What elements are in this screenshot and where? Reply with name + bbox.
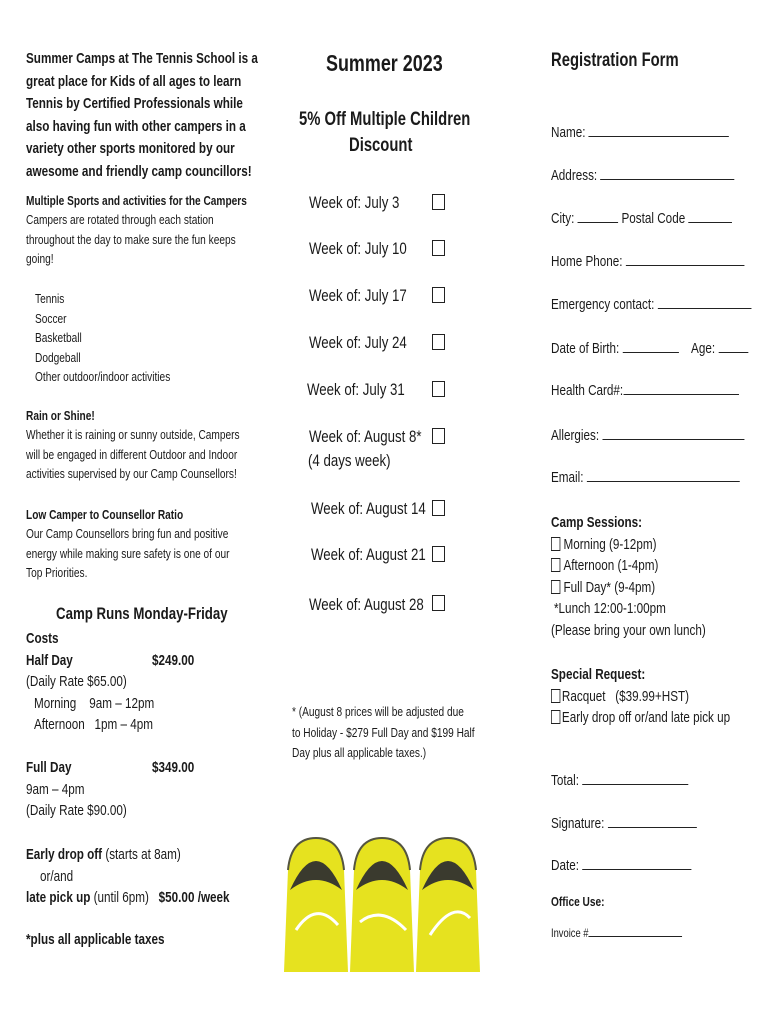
email-line[interactable] — [587, 470, 740, 482]
ratio-line: Top Priorities. — [26, 565, 88, 580]
discount-text-1: 5% Off Multiple Children — [299, 109, 471, 130]
rain-line: activities supervised by our Camp Counsellors! — [26, 466, 237, 481]
week-label: Week of: July 31 — [307, 380, 405, 399]
full-day-hours: 9am – 4pm — [26, 780, 85, 798]
session-option[interactable] — [551, 577, 749, 599]
address-field[interactable] — [551, 167, 770, 184]
date-field[interactable] — [551, 857, 731, 874]
week-checkbox[interactable] — [432, 287, 445, 303]
early-drop-label: Early drop off — [26, 846, 103, 863]
holiday-note-line: to Holiday - $279 Full Day and $199 Half — [292, 724, 475, 740]
activity-item: Soccer — [35, 310, 67, 326]
invoice-line[interactable] — [588, 927, 682, 937]
session-checkbox[interactable] — [551, 537, 560, 551]
full-day-label: Full Day — [26, 759, 72, 776]
activity-item: Basketball — [35, 330, 82, 345]
health-card-line[interactable] — [623, 383, 738, 395]
home-phone-field[interactable] — [551, 253, 770, 270]
week-checkbox[interactable] — [432, 194, 445, 210]
week-label: Week of: July 10 — [309, 239, 407, 258]
signature-label: Signature: — [551, 815, 605, 832]
week-label: Week of: July 17 — [309, 286, 407, 305]
session-checkbox[interactable] — [551, 580, 560, 594]
emergency-label: Emergency contact: — [551, 296, 655, 313]
week-label: Week of: July 3 — [309, 193, 400, 212]
address-line[interactable] — [600, 168, 734, 180]
ratio-section — [26, 506, 287, 583]
email-field[interactable] — [551, 469, 770, 486]
office-use-text: Office Use: — [551, 894, 605, 909]
multi-sports-line: Campers are rotated through each station — [26, 212, 214, 227]
invoice-field[interactable] — [551, 926, 719, 940]
special-label: Early drop off or/and late pick up — [561, 709, 731, 726]
emergency-line[interactable] — [658, 297, 752, 309]
lunch-note: (Please bring your own lunch) — [551, 621, 706, 639]
activity-list — [35, 289, 208, 387]
tennis-ball-icon — [416, 838, 480, 972]
special-option[interactable] — [551, 707, 770, 729]
morning-hours: Morning 9am – 12pm — [34, 694, 155, 712]
emergency-field[interactable] — [551, 296, 770, 313]
special-checkbox[interactable] — [551, 689, 560, 703]
office-use — [551, 894, 620, 909]
age-label: Age: — [691, 340, 716, 357]
session-option[interactable] — [551, 555, 749, 577]
home-phone-label: Home Phone: — [551, 253, 623, 270]
week-label: Week of: August 8* — [309, 427, 422, 446]
costs-heading: Costs — [26, 630, 59, 647]
week-row — [309, 333, 434, 353]
dob-line[interactable] — [623, 341, 679, 353]
week-checkbox[interactable] — [432, 428, 445, 444]
late-pickup-price: $50.00 /week — [158, 889, 230, 906]
session-label: Afternoon (1-4pm) — [563, 557, 659, 574]
summer-title-text: Summer 2023 — [326, 50, 443, 76]
week-checkbox[interactable] — [432, 240, 445, 256]
early-drop-note: (starts at 8am) — [102, 846, 181, 863]
registration-title-text: Registration Form — [551, 50, 679, 71]
week-row — [309, 286, 434, 306]
intro-line: Tennis by Certified Professionals while — [26, 95, 243, 112]
activity-item: Tennis — [35, 291, 65, 306]
costs-section — [26, 628, 286, 736]
late-pickup-note: (until 6pm) — [90, 889, 149, 906]
activity-item: Other outdoor/indoor activities — [35, 369, 171, 384]
allergies-label: Allergies: — [551, 427, 600, 444]
health-card-field[interactable] — [551, 382, 770, 399]
ratio-heading: Low Camper to Counsellor Ratio — [26, 507, 184, 522]
multi-sports-line: throughout the day to make sure the fun keeps — [26, 231, 236, 247]
date-label: Date: — [551, 857, 579, 874]
activity-item: Dodgeball — [35, 349, 81, 365]
allergies-line[interactable] — [602, 428, 744, 440]
intro-line: variety other sports monitored by our — [26, 140, 235, 157]
half-day-label: Half Day — [26, 651, 73, 669]
signature-line[interactable] — [608, 816, 697, 828]
or-and-text: or/and — [40, 867, 74, 885]
ratio-line: energy while making sure safety is one of our — [26, 545, 230, 561]
city-line[interactable] — [578, 211, 619, 223]
special-label: Racquet ($39.99+HST) — [561, 687, 690, 705]
week-note — [308, 451, 414, 471]
multi-sports-heading: Multiple Sports and activities for the Campers — [26, 193, 247, 208]
discount-line-1 — [299, 109, 519, 131]
dob-label: Date of Birth: — [551, 340, 620, 357]
week-checkbox[interactable] — [432, 546, 445, 562]
rain-line: Whether it is raining or sunny outside, Campers — [26, 427, 240, 442]
allergies-field[interactable] — [551, 427, 770, 444]
total-label: Total: — [551, 772, 579, 789]
full-day-section — [26, 757, 286, 822]
week-row — [309, 193, 425, 213]
special-option[interactable] — [551, 686, 770, 708]
dob-age-field[interactable] — [551, 340, 770, 357]
full-day-price: $349.00 — [152, 759, 195, 776]
signature-field[interactable] — [551, 815, 738, 832]
week-note-text: (4 days week) — [308, 451, 391, 470]
taxes-note — [26, 929, 204, 951]
intro-line: awesome and friendly camp councillors! — [26, 162, 252, 180]
week-label: Week of: August 21 — [311, 545, 426, 564]
address-label: Address: — [551, 167, 598, 184]
age-line[interactable] — [718, 341, 748, 353]
taxes-text: *plus all applicable taxes — [26, 931, 165, 948]
name-field[interactable] — [551, 124, 770, 141]
week-label: Week of: August 28 — [309, 595, 424, 614]
week-checkbox[interactable] — [432, 381, 445, 397]
week-label: Week of: August 14 — [311, 499, 426, 518]
camp-runs-text: Camp Runs Monday-Friday — [56, 604, 228, 623]
week-label: Week of: July 24 — [309, 333, 407, 352]
extended-care-section — [26, 844, 296, 909]
name-label: Name: — [551, 124, 586, 141]
home-phone-line[interactable] — [626, 254, 745, 266]
late-pickup-label: late pick up — [26, 889, 91, 906]
postal-line[interactable] — [688, 211, 732, 223]
multi-sports-section — [26, 192, 309, 269]
email-label: Email: — [551, 469, 584, 486]
holiday-note — [292, 702, 526, 764]
city-label: City: — [551, 210, 575, 227]
multi-sports-line: going! — [26, 251, 54, 266]
left-column — [26, 48, 286, 183]
discount-line-2 — [349, 135, 430, 157]
session-label: Full Day* (9-4pm) — [563, 578, 656, 596]
week-row — [307, 380, 432, 400]
week-checkbox[interactable] — [432, 334, 445, 350]
intro-line: also having fun with other campers in a — [26, 117, 246, 135]
camp-sessions-heading: Camp Sessions: — [551, 514, 643, 531]
intro-line: great place for Kids of all ages to learn — [26, 72, 242, 90]
invoice-label: Invoice # — [551, 926, 589, 940]
camp-runs-heading — [56, 604, 276, 624]
tennis-balls-image — [276, 830, 486, 972]
holiday-note-line: Day plus all applicable taxes.) — [292, 745, 427, 760]
special-request-heading: Special Request: — [551, 666, 646, 683]
holiday-note-line: * (August 8 prices will be adjusted due — [292, 704, 464, 719]
week-row — [309, 239, 434, 259]
city-postal-field[interactable] — [551, 210, 770, 227]
special-request — [551, 664, 770, 729]
session-option[interactable] — [551, 534, 749, 556]
tennis-ball-icon — [350, 838, 414, 972]
health-card-label: Health Card#: — [551, 382, 624, 399]
date-line[interactable] — [582, 858, 691, 870]
registration-title — [551, 50, 715, 72]
week-checkbox[interactable] — [432, 500, 445, 516]
rain-section — [26, 407, 300, 484]
postal-label: Postal Code — [621, 210, 686, 227]
session-checkbox[interactable] — [551, 558, 560, 572]
session-label: Morning (9-12pm) — [563, 535, 657, 553]
discount-text-2: Discount — [349, 135, 413, 156]
rain-heading: Rain or Shine! — [26, 408, 95, 423]
ratio-line: Our Camp Counsellors bring fun and positive — [26, 526, 229, 541]
lunch-time: *Lunch 12:00-1:00pm — [554, 600, 666, 617]
camp-sessions — [551, 512, 749, 641]
rain-line: will be engaged in different Outdoor and Indoor — [26, 446, 238, 462]
name-line[interactable] — [589, 125, 729, 137]
total-line[interactable] — [582, 773, 688, 785]
afternoon-hours: Afternoon 1pm – 4pm — [34, 716, 154, 733]
full-day-rate: (Daily Rate $90.00) — [26, 802, 127, 819]
special-checkbox[interactable] — [551, 710, 560, 724]
total-field[interactable] — [551, 772, 727, 789]
week-checkbox[interactable] — [432, 595, 445, 611]
summer-title — [326, 50, 476, 77]
half-day-rate: (Daily Rate $65.00) — [26, 673, 127, 690]
half-day-price: $249.00 — [152, 651, 195, 669]
intro-line: Summer Camps at The Tennis School is a — [26, 50, 258, 67]
tennis-ball-icon — [284, 838, 348, 972]
intro-paragraph — [26, 48, 286, 183]
